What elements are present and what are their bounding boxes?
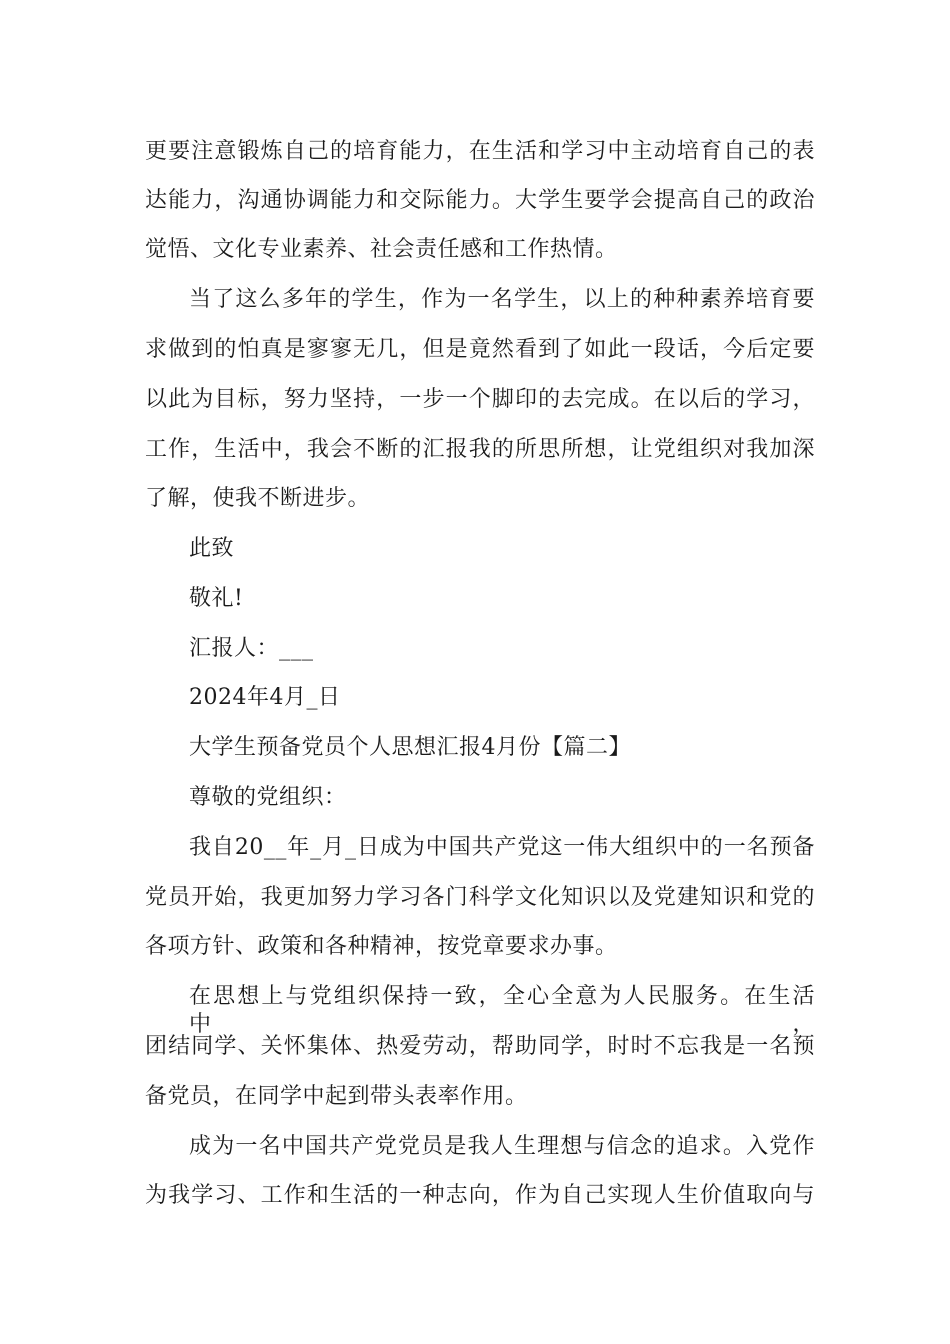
body-text-line: 在思想上与党组织保持一致，全心全意为人民服务。在生活中， — [189, 984, 815, 1037]
body-text-line: 我自20__年_月_日成为中国共产党这一伟大组织中的一名预备 — [189, 835, 815, 860]
closing-salute: 敬礼! — [189, 586, 244, 611]
section-title: 大学生预备党员个人思想汇报4月份【篇二】 — [189, 735, 631, 760]
closing-text: 此致 — [189, 536, 235, 561]
body-text-line: 更要注意锻炼自己的培育能力，在生活和学习中主动培育自己的表 — [145, 139, 815, 164]
body-text-line: 备党员，在同学中起到带头表率作用。 — [145, 1084, 528, 1109]
body-text-line: 成为一名中国共产党党员是我人生理想与信念的追求。入党作 — [189, 1134, 815, 1159]
body-text-line: 工作，生活中，我会不断的汇报我的所思所想，让党组织对我加深 — [145, 437, 815, 462]
body-text-line: 觉悟、文化专业素养、社会责任感和工作热情。 — [145, 237, 618, 262]
body-text-line: 当了这么多年的学生，作为一名学生，以上的种种素养培育要 — [189, 287, 815, 312]
body-text-line: 求做到的怕真是寥寥无几，但是竟然看到了如此一段话，今后定要 — [145, 337, 815, 362]
body-text-line: 了解，使我不断进步。 — [145, 486, 371, 511]
reporter-line: 汇报人：___ — [189, 636, 314, 661]
body-text-line: 各项方针、政策和各种精神，按党章要求办事。 — [145, 934, 618, 959]
body-text-line: 党员开始，我更加努力学习各门科学文化知识以及党建知识和党的 — [145, 885, 815, 910]
date-line: 2024年4月_日 — [189, 685, 341, 710]
salutation: 尊敬的党组织： — [189, 785, 347, 810]
body-text-line: 为我学习、工作和生活的一种志向，作为自己实现人生价值取向与 — [145, 1183, 815, 1208]
body-text-line: 达能力，沟通协调能力和交际能力。大学生要学会提高自己的政治 — [145, 188, 815, 213]
body-text-line: 以此为目标，努力坚持，一步一个脚印的去完成。在以后的学习， — [145, 387, 815, 412]
body-text-line: 团结同学、关怀集体、热爱劳动，帮助同学，时时不忘我是一名预 — [145, 1034, 815, 1059]
